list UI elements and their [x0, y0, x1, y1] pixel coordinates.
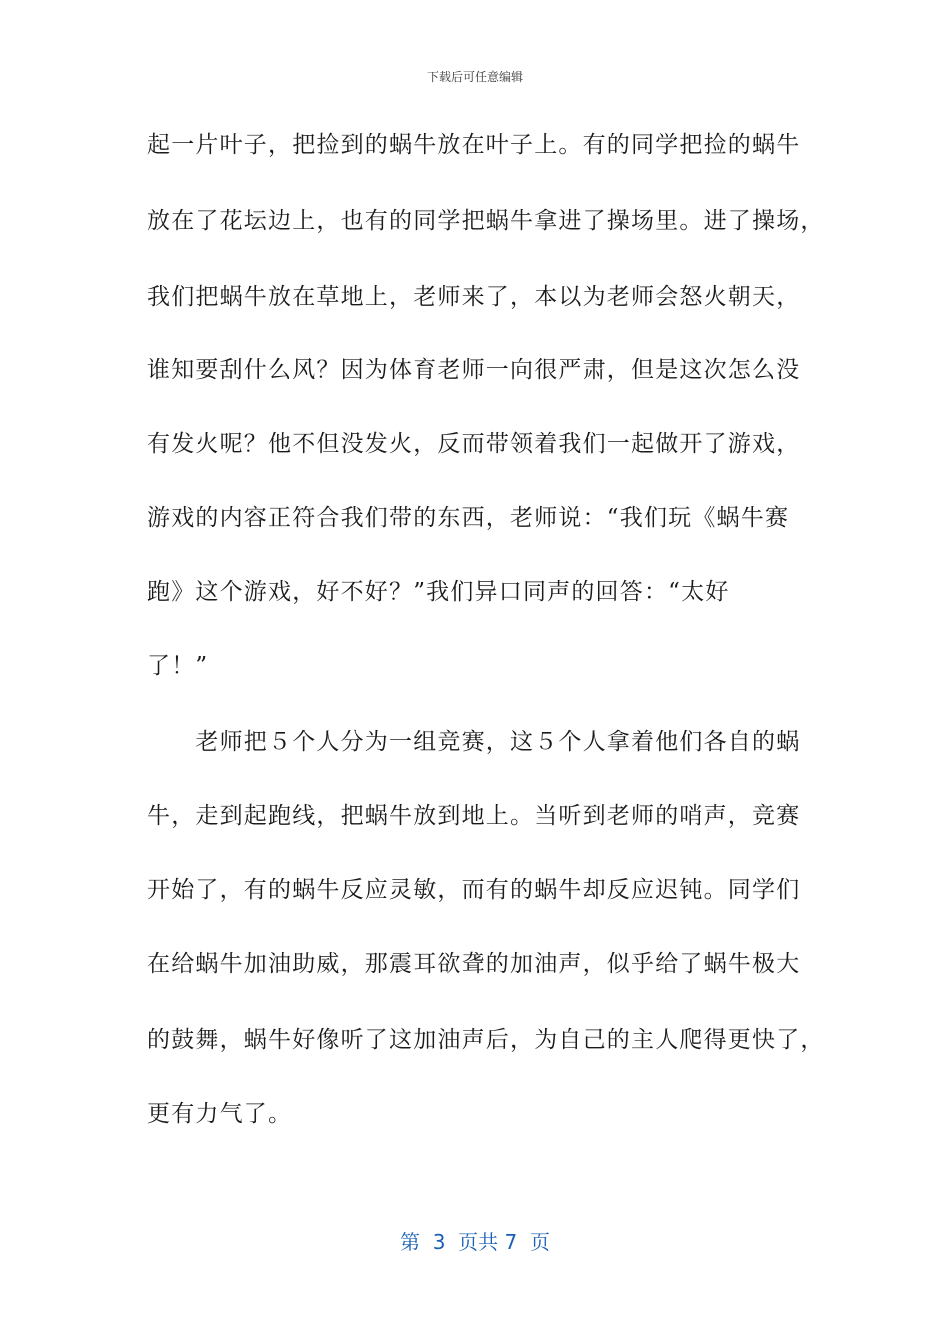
text-line: 更有力气了。	[147, 1101, 293, 1127]
text-line: 有发火呢？他不但没发火，反而带领着我们一起做开了游戏，	[147, 431, 801, 457]
text-line: 谁知要刮什么风？因为体育老师一向很严肃，但是这次怎么没	[147, 357, 801, 383]
text-line: 牛，走到起跑线，把蜗牛放到地上。当听到老师的哨声，竞赛	[147, 803, 801, 829]
text-line: 跑》这个游戏，好不好？”我们异口同声的回答：“太好	[147, 579, 730, 605]
page-number-footer: 第 3 页共 7 页	[400, 1230, 550, 1254]
text-line: 了！”	[147, 653, 209, 679]
text-line: 我们把蜗牛放在草地上，老师来了，本以为老师会怒火朝天，	[147, 284, 801, 310]
text-line: 起一片叶子，把捡到的蜗牛放在叶子上。有的同学把捡的蜗牛	[147, 132, 801, 158]
text-line: 在给蜗牛加油助威，那震耳欲聋的加油声，似乎给了蜗牛极大	[147, 951, 801, 977]
header-note: 下载后可任意编辑	[426, 70, 523, 84]
text-line: 老师把５个人分为一组竞赛，这５个人拿着他们各自的蜗	[147, 729, 801, 755]
text-line: 放在了花坛边上，也有的同学把蜗牛拿进了操场里。进了操场，	[147, 208, 825, 234]
text-line: 的鼓舞，蜗牛好像听了这加油声后，为自己的主人爬得更快了，	[147, 1027, 825, 1053]
text-line: 开始了，有的蜗牛反应灵敏，而有的蜗牛却反应迟钝。同学们	[147, 877, 801, 903]
text-line: 游戏的内容正符合我们带的东西，老师说：“我们玩《蜗牛赛	[147, 505, 790, 531]
